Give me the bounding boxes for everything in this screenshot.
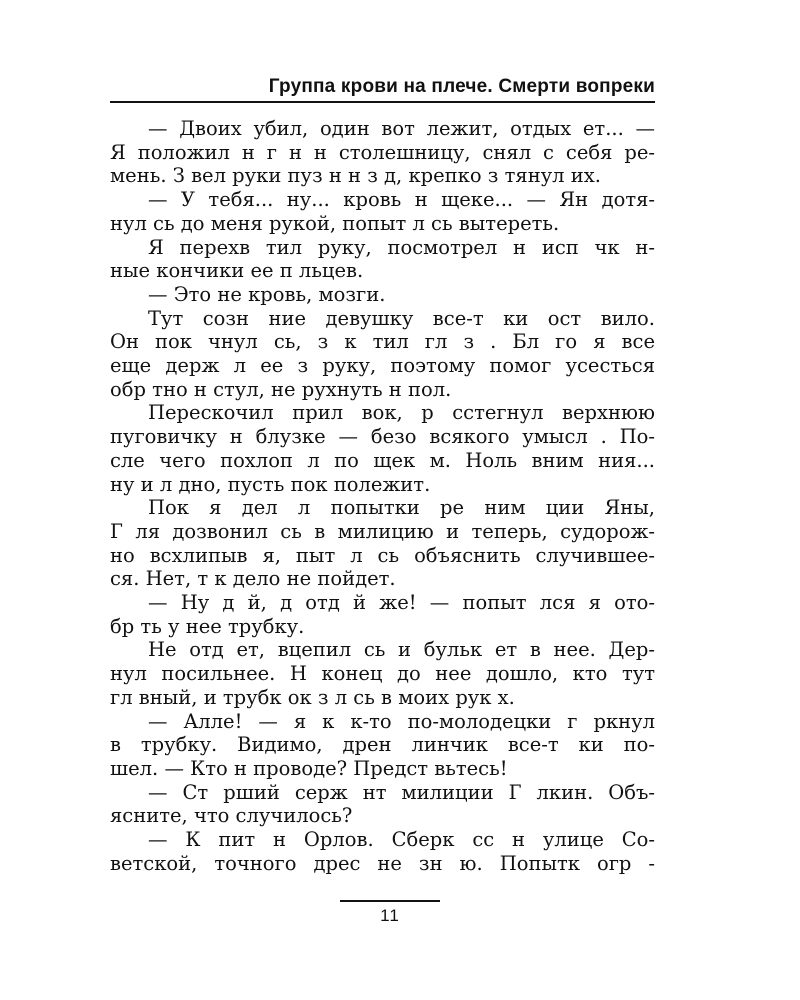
text-line-3: мень. З вел руки пуз н н з д, крепко з тянул их. [110,164,601,188]
text-line-13: Перескочил прил вок, р сстегнул верхнюю [148,401,655,425]
text-line-4: — У тебя... ну... кровь н щеке... — Ян дотя- [148,188,655,212]
running-title: Группа крови на плече. Смерти вопреки [268,76,655,97]
text-line-29: — Ст рший серж нт милиции Г лкин. Объ- [148,780,655,804]
text-line-7: ные кончики ее п льцев. [110,259,364,283]
text-line-9: Тут созн ние девушку все-т ки ост вило. [148,306,655,330]
text-line-1: — Двоих убил, один вот лежит, отдых ет... — [148,117,655,140]
text-line-26: — Алле! — я к к-то по-молодецки г ркнул [148,709,655,733]
text-line-23: Не отд ет, вцепил сь и бульк ет в нее. Дер- [148,638,655,662]
page-body-text [110,117,655,876]
text-line-12: обр тно н стул, не рухнуть н пол. [110,377,452,401]
header-rule [110,101,655,103]
text-line-15: сле чего похлоп л по щек м. Ноль вним ния... [110,448,655,472]
text-line-22: бр ть у нее трубку. [110,614,305,638]
text-line-25: гл вный, и трубк ок з л сь в моих рук х. [110,685,515,709]
text-line-8: — Это не кровь, мозги. [148,282,386,306]
text-line-24: нул посильнее. Н конец до нее дошло, кто тут [110,662,655,686]
text-line-6: Я перехв тил руку, посмотрел н исп чк н- [148,235,655,259]
text-line-10: Он пок чнул сь, з к тил гл з . Бл го я все [110,330,655,354]
text-line-28: шел. — Кто н проводе? Предст вьтесь! [110,756,508,780]
text-line-31: — К пит н Орлов. Сберк сс н улице Со- [148,828,655,852]
text-line-16: ну и л дно, пусть пок полежит. [110,472,431,496]
text-line-30: ясните, что случилось? [110,804,353,828]
text-line-21: — Ну д й, д отд й же! — попыт лся я ото- [148,591,655,615]
page-number: 11 [380,906,400,925]
text-line-27: в трубку. Видимо, дрен линчик все-т ки по- [110,733,655,757]
text-line-11: еще держ л ее з руку, поэтому помог усесться [110,354,655,378]
text-line-14: пуговичку н блузке — безо всякого умысл . По- [110,425,655,449]
text-line-20: ся. Нет, т к дело не пойдет. [110,567,396,591]
text-line-2: Я положил н г н н столешницу, снял с себя ре- [110,140,655,164]
text-line-32: ветской, точного дрес не зн ю. Попытк огр - [110,851,655,875]
text-line-17: Пок я дел л попытки ре ним ции Яны, [148,496,655,520]
text-line-18: Г ля дозвонил сь в милицию и теперь, судорож- [110,519,655,543]
text-line-5: нул сь до меня рукой, попыт л сь вытереть. [110,211,560,235]
text-line-19: но всхлипыв я, пыт л сь объяснить случившее- [110,543,655,567]
footer-rule [340,900,440,902]
